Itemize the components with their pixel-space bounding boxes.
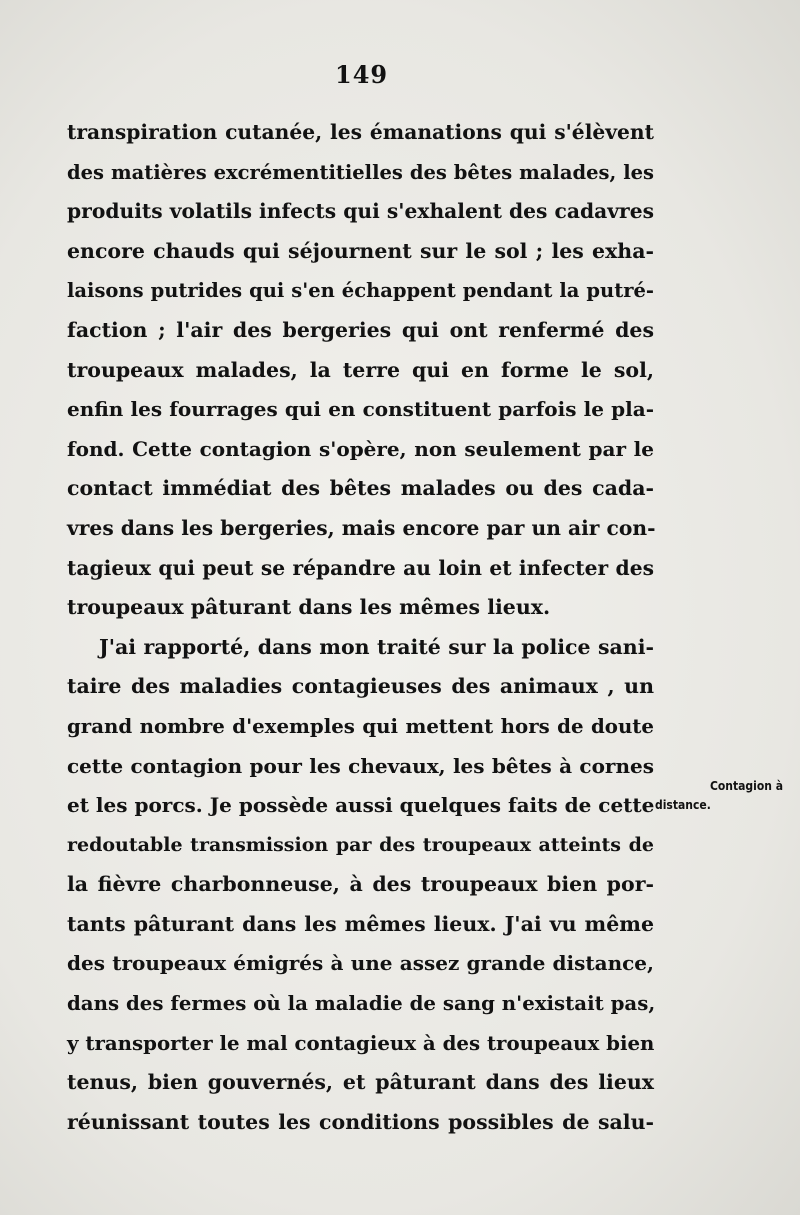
paragraph-2 bbox=[67, 628, 654, 1143]
text-line: redoutable transmission par des troupeaux atteints de bbox=[67, 833, 654, 856]
text-line: et les porcs. Je possède aussi quelques faits de cette bbox=[67, 793, 655, 818]
text-line: transpiration cutanée, les émanations qui s'élèvent bbox=[67, 120, 654, 144]
text-line: dans des fermes où la maladie de sang n'existait pas, bbox=[67, 991, 656, 1016]
text-line: cette contagion pour les chevaux, les bêtes à cornes bbox=[67, 753, 654, 778]
margin-note bbox=[655, 777, 783, 815]
text-line: contact immédiat des bêtes malades ou des cada- bbox=[67, 476, 654, 501]
text-line: tagieux qui peut se répandre au loin et infecter des bbox=[67, 555, 654, 580]
text-line: réunissant toutes les conditions possibles de salu- bbox=[67, 1109, 654, 1134]
text-line: des troupeaux émigrés à une assez grande distance, bbox=[67, 951, 654, 976]
text-line: J'ai rapporté, dans mon traité sur la police sani- bbox=[99, 634, 654, 659]
text-line: y transporter le mal contagieux à des troupeaux bien bbox=[67, 1030, 655, 1055]
text-line: encore chauds qui séjournent sur le sol ; les exha- bbox=[67, 238, 654, 263]
page-number: 149 bbox=[335, 60, 389, 89]
text-line: fond. Cette contagion s'opère, non seulement par le bbox=[67, 436, 654, 461]
text-line: tenus, bien gouvernés, et pâturant dans des lieux bbox=[67, 1070, 654, 1095]
text-line: tants pâturant dans les mêmes lieux. J'ai vu même bbox=[67, 911, 654, 936]
margin-note-line: Contagion à bbox=[709, 779, 783, 793]
text-line: produits volatils infects qui s'exhalent des cadavres bbox=[67, 199, 654, 224]
text-line: grand nombre d'exemples qui mettent hors de doute bbox=[67, 713, 654, 738]
text-line: taire des maladies contagieuses des animaux , un bbox=[67, 674, 654, 699]
text-line: troupeaux pâturant dans les mêmes lieux. bbox=[67, 595, 551, 620]
paragraph-1 bbox=[67, 113, 654, 628]
text-line: la fièvre charbonneuse, à des troupeaux bien por- bbox=[67, 872, 654, 897]
margin-note-line: distance. bbox=[655, 798, 711, 812]
text-line: troupeaux malades, la terre qui en forme le sol, bbox=[67, 357, 654, 382]
text-line: faction ; l'air des bergeries qui ont renfermé des bbox=[67, 317, 654, 342]
body-text bbox=[67, 113, 654, 1142]
text-line: des matières excrémentitielles des bêtes malades, les bbox=[67, 160, 654, 184]
text-line: enfin les fourrages qui en constituent parfois le pla- bbox=[67, 397, 654, 422]
text-line: laisons putrides qui s'en échappent pendant la putré- bbox=[67, 279, 654, 303]
text-line: vres dans les bergeries, mais encore par un air con- bbox=[67, 515, 656, 540]
